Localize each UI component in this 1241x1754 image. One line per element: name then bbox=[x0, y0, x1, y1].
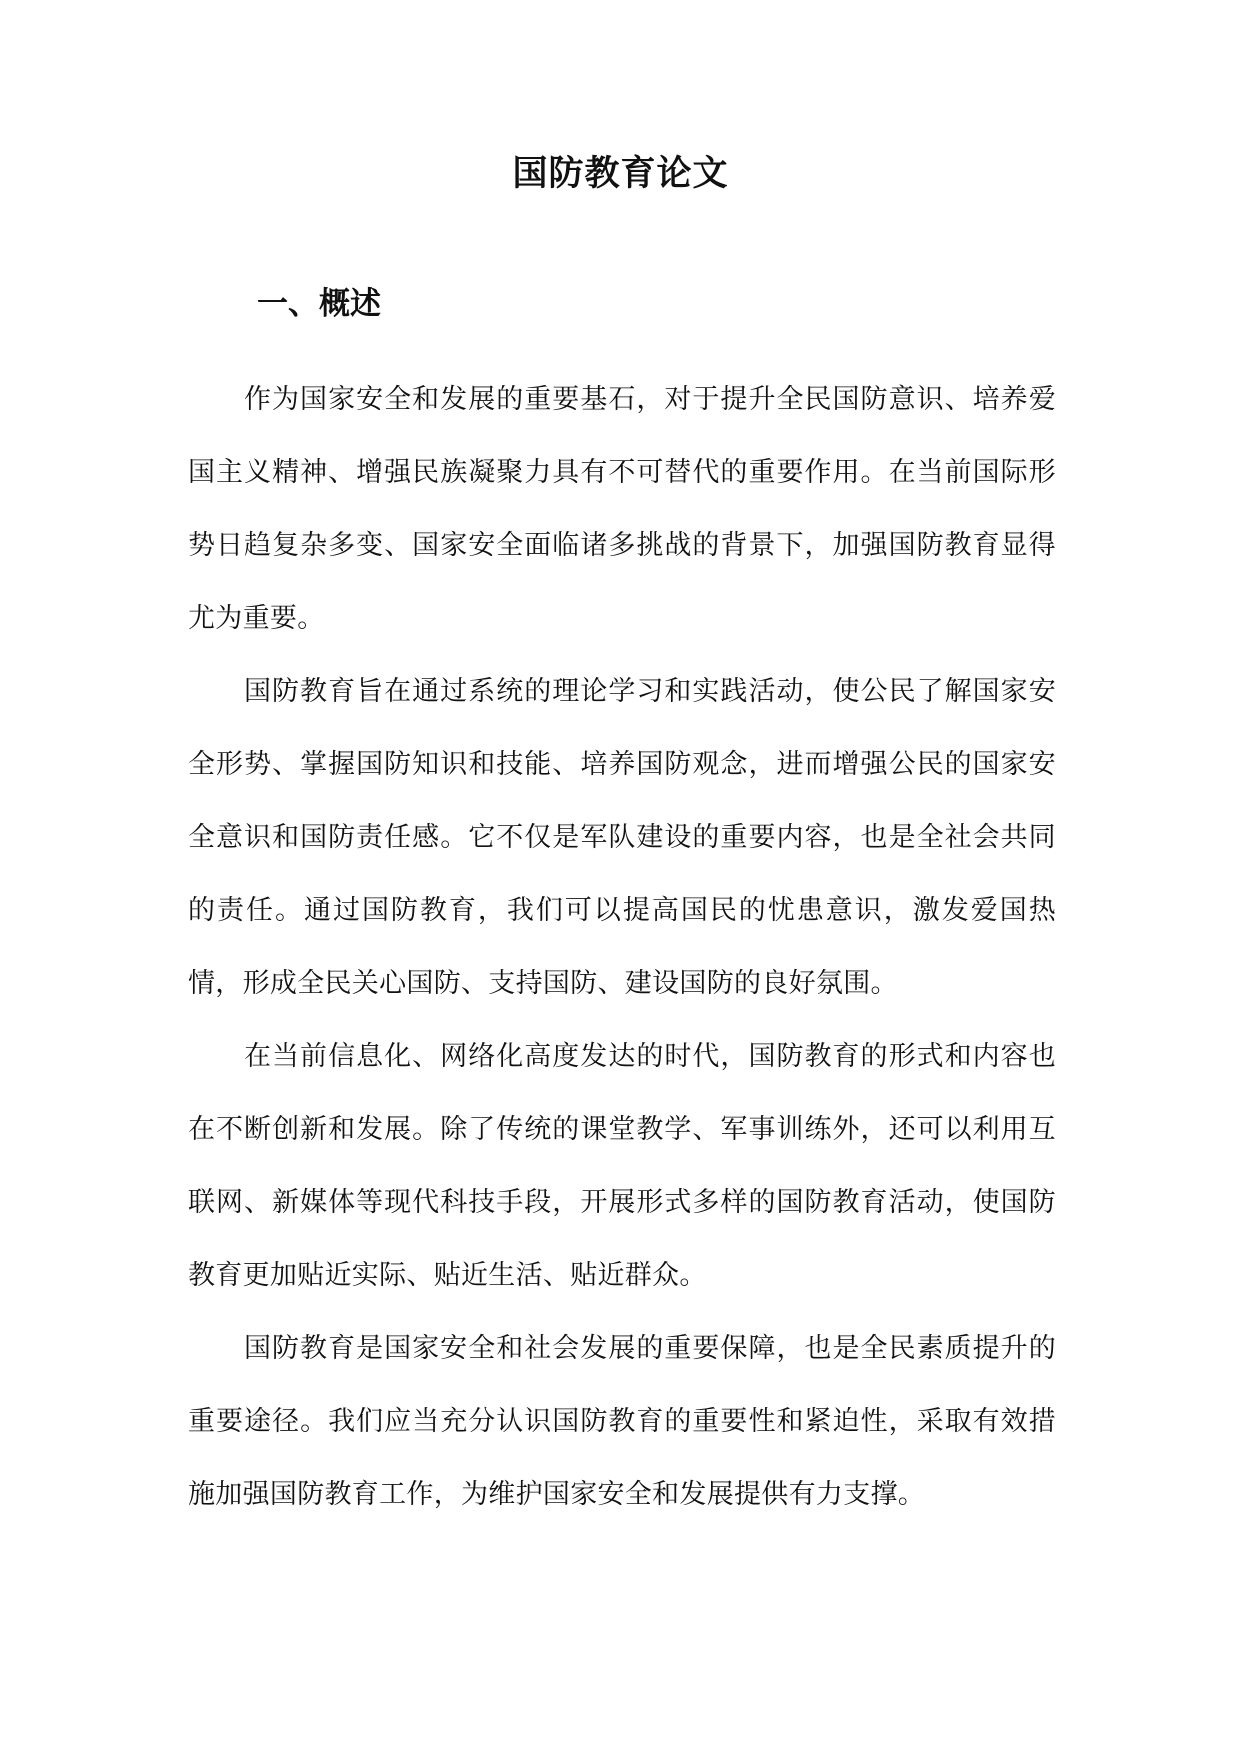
paragraph-3: 在当前信息化、网络化高度发达的时代，国防教育的形式和内容也在不断创新和发展。除了传统的课堂教学、军事训练外，还可以利用互联网、新媒体等现代科技手段，开展形式多样的国防教育活动，使国防教育更加贴近实际、贴近生活、贴近群众。 bbox=[188, 1041, 1056, 1291]
section-heading: 一、概述 bbox=[257, 286, 381, 322]
section-body bbox=[188, 363, 1056, 1531]
paragraph-2: 国防教育旨在通过系统的理论学习和实践活动，使公民了解国家安全形势、掌握国防知识和技能、培养国防观念，进而增强公民的国家安全意识和国防责任感。它不仅是军队建设的重要内容，也是全社会共同的责任。通过国防教育，我们可以提高国民的忧患意识，激发爱国热情，形成全民关心国防、支持国防、建设国防的良好氛围。 bbox=[188, 676, 1056, 999]
paragraph-1: 作为国家安全和发展的重要基石，对于提升全民国防意识、培养爱国主义精神、增强民族凝聚力具有不可替代的重要作用。在当前国际形势日趋复杂多变、国家安全面临诸多挑战的背景下，加强国防教育显得尤为重要。 bbox=[188, 384, 1056, 634]
paragraph-4: 国防教育是国家安全和社会发展的重要保障，也是全民素质提升的重要途径。我们应当充分认识国防教育的重要性和紧迫性，采取有效措施加强国防教育工作，为维护国家安全和发展提供有力支撑。 bbox=[188, 1333, 1056, 1510]
document-title: 国防教育论文 bbox=[512, 153, 729, 194]
